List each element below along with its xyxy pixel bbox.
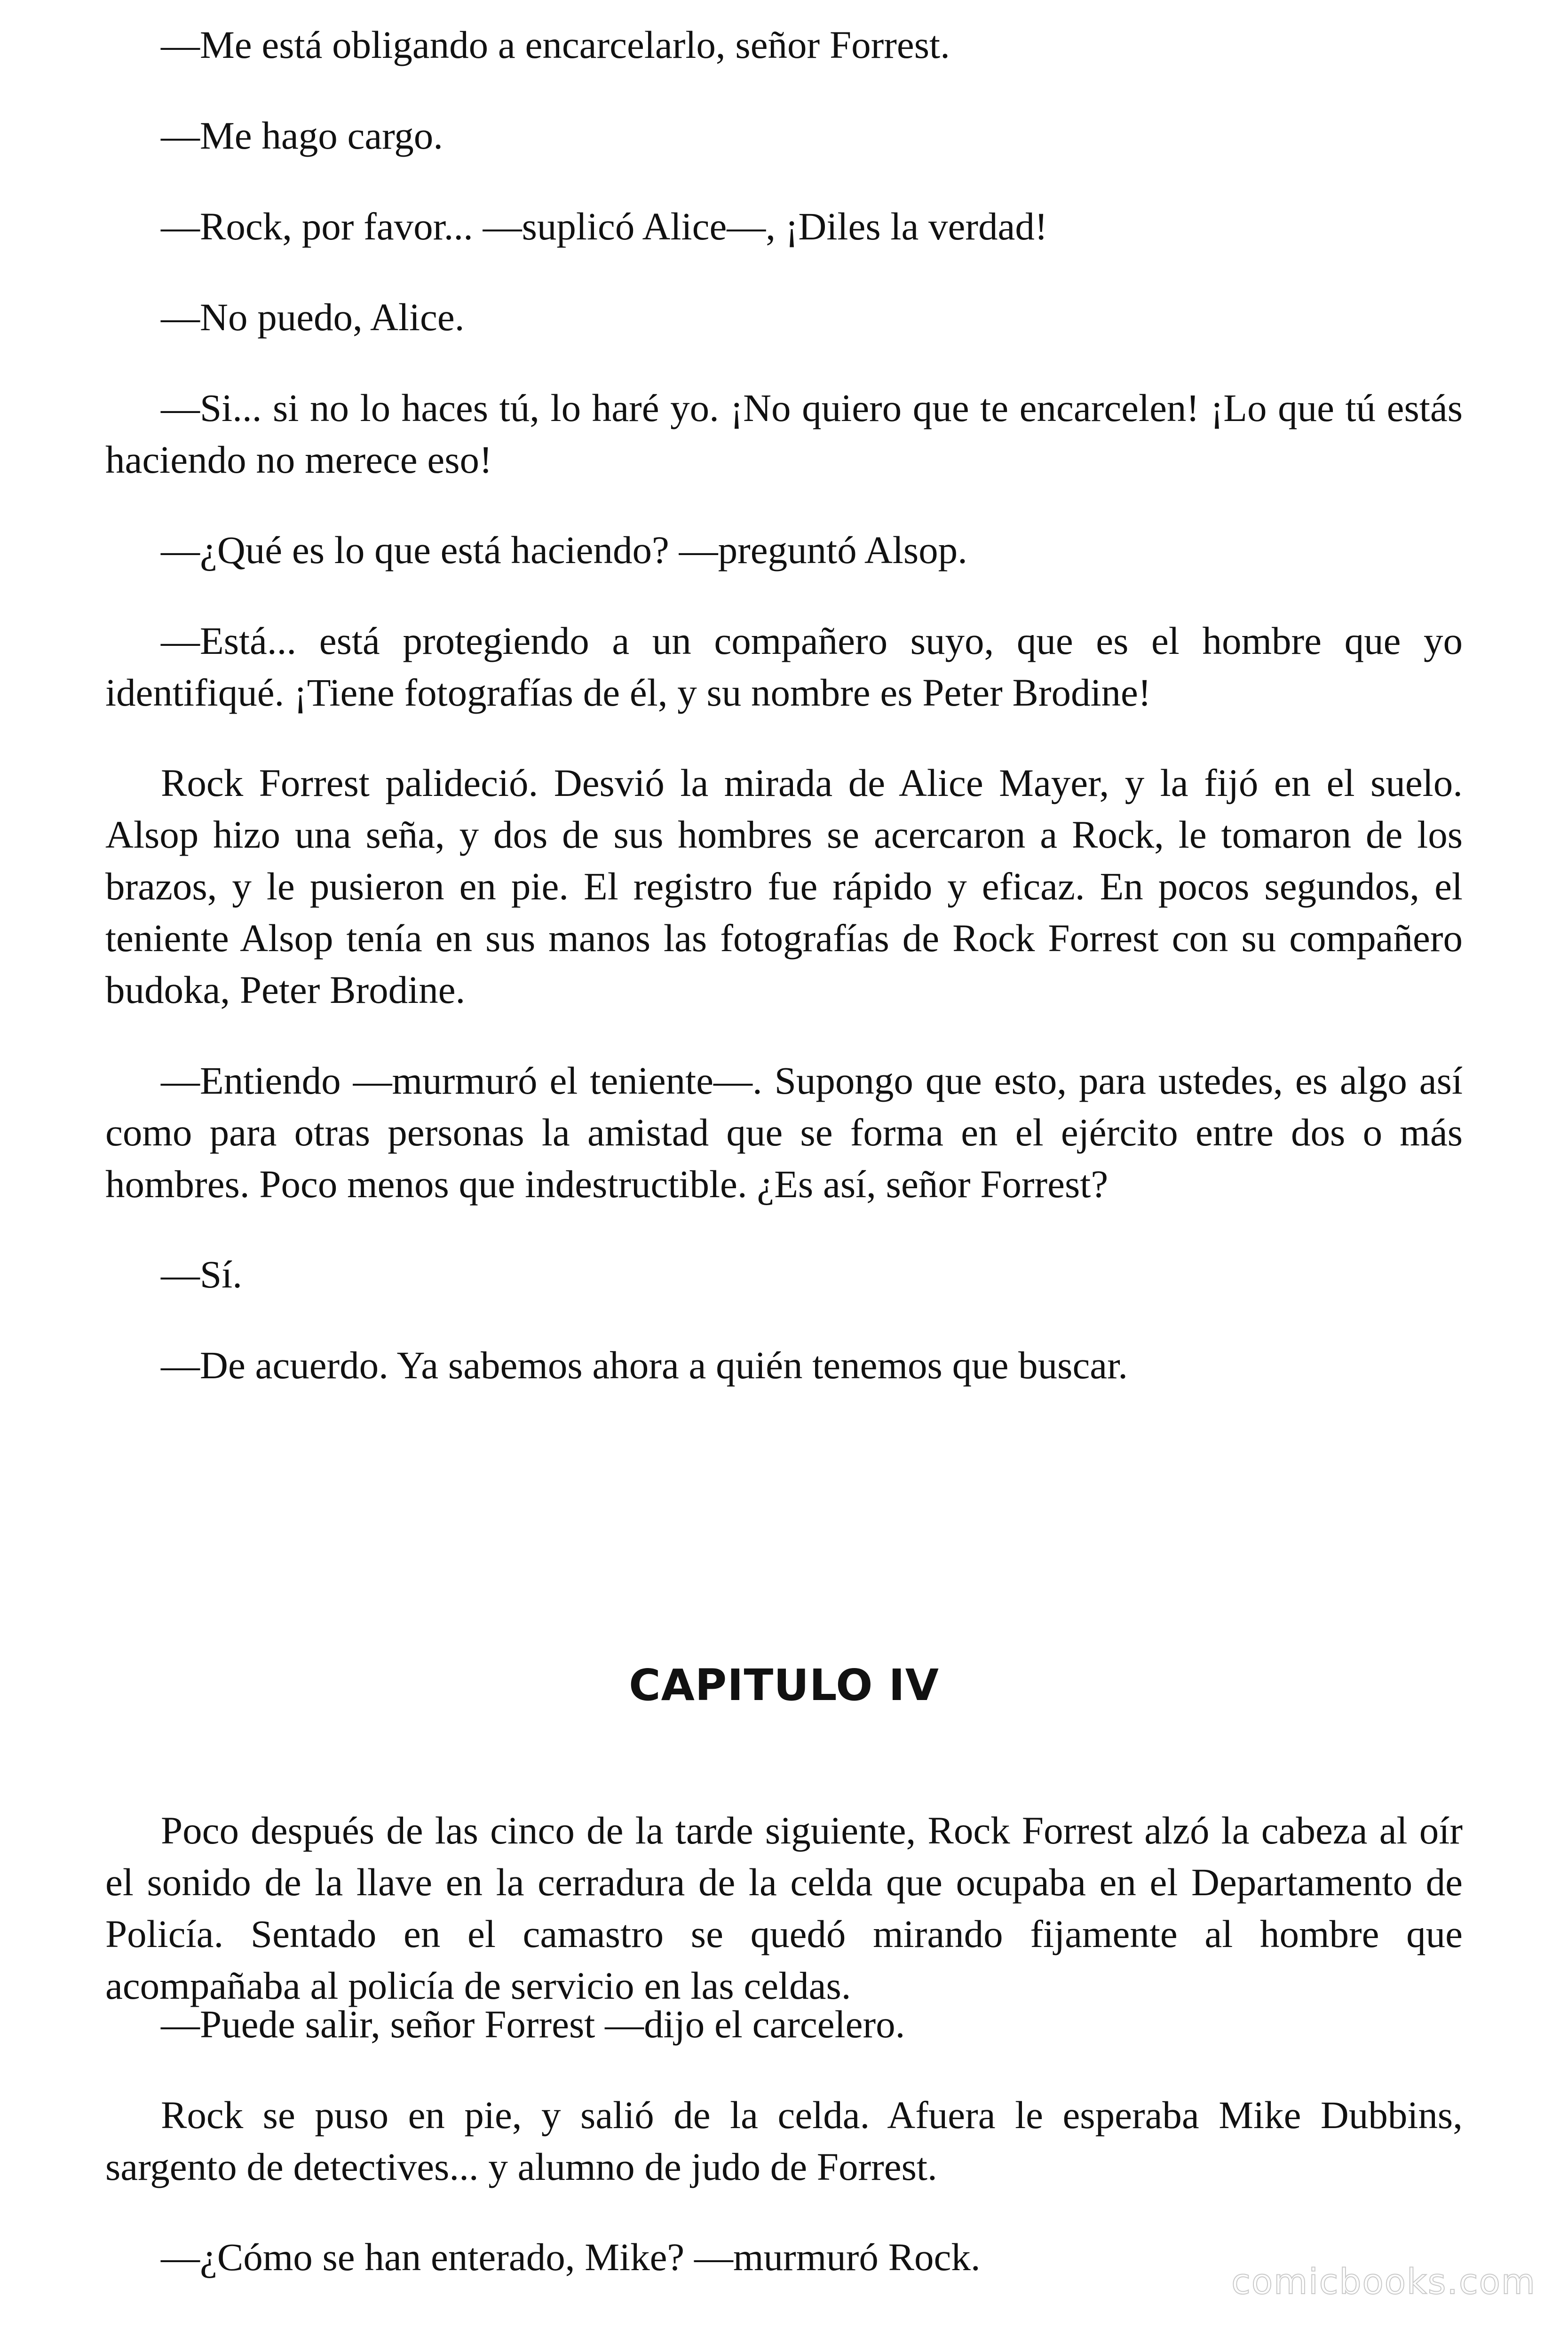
paragraph-1: —Me está obligando a encarcelarlo, señor Forrest. (161, 23, 950, 66)
paragraph-5: —Si... si no lo haces tú, lo haré yo. ¡No quiero que te encarcelen! ¡Lo que tú estás haciendo no merece eso! (105, 386, 1463, 481)
paragraph-15: —¿Cómo se han enterado, Mike? —murmuró Rock. (161, 2235, 981, 2279)
paragraph-14: Rock se puso en pie, y salió de la celda. Afuera le esperaba Mike Dubbins, sargento de detectives... y alumno de judo de Forrest. (105, 2093, 1463, 2188)
paragraph-4: —No puedo, Alice. (161, 295, 465, 339)
paragraph-12: Poco después de las cinco de la tarde siguiente, Rock Forrest alzó la cabeza al oír el sonido de la llave en la cerradura de la celda que ocupaba en el Departamento de Policía. Sentado en el camastro se quedó mirando fijamente al hombre que acompañaba al policía de servicio en las celdas. (105, 1809, 1463, 2007)
paragraph-7: —Está... está protegiendo a un compañero suyo, que es el hombre que yo identifiqué. ¡Tiene fotografías de él, y su nombre es Peter Brodine! (105, 619, 1463, 714)
chapter-title: CAPITULO IV (629, 1660, 939, 1710)
paragraph-2: —Me hago cargo. (161, 114, 443, 157)
paragraph-6: —¿Qué es lo que está haciendo? —preguntó Alsop. (161, 528, 967, 572)
paragraph-11: —De acuerdo. Ya sabemos ahora a quién tenemos que buscar. (161, 1343, 1128, 1387)
paragraph-13: —Puede salir, señor Forrest —dijo el carcelero. (161, 2002, 905, 2046)
paragraph-9: —Entiendo —murmuró el teniente—. Supongo que esto, para ustedes, es algo así como para otras personas la amistad que se forma en el ejército entre dos o más hombres. Poco menos que indestructible. ¿Es así, señor Forrest? (105, 1059, 1463, 1206)
paragraph-3: —Rock, por favor... —suplicó Alice—, ¡Diles la verdad! (161, 205, 1048, 248)
paragraph-10: —Sí. (161, 1253, 242, 1296)
paragraph-8: Rock Forrest palideció. Desvió la mirada de Alice Mayer, y la fijó en el suelo. Alsop hizo una seña, y dos de sus hombres se acercaron a Rock, le tomaron de los brazos, y le pusieron en pie. El registro fue rápido y eficaz. En pocos segundos, el teniente Alsop tenía en sus manos las fotografías de Rock Forrest con su compañero budoka, Peter Brodine. (105, 761, 1463, 1011)
watermark-logo: comicbooks.com (1231, 2262, 1536, 2302)
